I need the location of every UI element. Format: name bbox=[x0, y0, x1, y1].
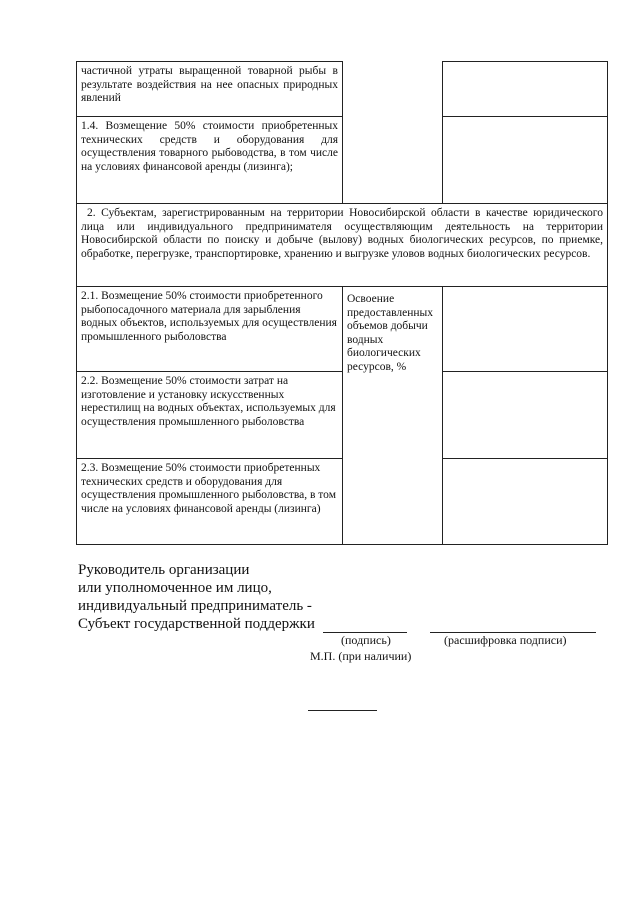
section-2-header: 2. Субъектам, зарегистрированным на территории Новосибирской области в качестве юридического лица или индивидуального предпринимателя осуществляющим деятельность на территории Новосибирской области по поиску и добыче (вылову) водных биологических ресурсов, по приемке, обработке, перегрузке, транспортировке, хранению и выгрузке уловов водных биологических ресурсов. bbox=[77, 204, 608, 287]
signature-role-label: Субъект государственной поддержки bbox=[78, 616, 315, 632]
signature-decode-field[interactable] bbox=[430, 618, 596, 633]
signature-caption: (подпись) bbox=[341, 633, 391, 647]
table-cell-value bbox=[443, 459, 608, 545]
indicator-cell: Освоение предоставленных объемов добычи водных биологических ресурсов, % bbox=[343, 287, 443, 545]
table-cell-value bbox=[443, 372, 608, 459]
table-cell-value bbox=[443, 117, 608, 204]
table-cell-indicator-empty bbox=[343, 117, 443, 204]
signature-line-3: индивидуальный предприниматель - bbox=[78, 598, 312, 614]
decode-caption: (расшифровка подписи) bbox=[444, 633, 567, 647]
table-cell-indicator-empty bbox=[343, 62, 443, 117]
signature-line-4 bbox=[78, 615, 618, 633]
stamp-caption: М.П. (при наличии) bbox=[310, 649, 412, 663]
bottom-separator bbox=[308, 710, 377, 711]
table-cell-value bbox=[443, 287, 608, 372]
table-cell-text: 2.3. Возмещение 50% стоимости приобретенных технических средств и оборудования для осуществления промышленного рыболовства, в том числе на условиях финансовой аренды (лизинга) bbox=[77, 459, 343, 545]
table-cell-text: 2.2. Возмещение 50% стоимости затрат на изготовление и установку искусственных нерестилищ на водных объектах, используемых для осуществления промышленного рыболовства bbox=[77, 372, 343, 459]
table-cell-text: частичной утраты выращенной товарной рыбы в результате воздействия на нее опасных природных явлений bbox=[77, 62, 343, 117]
signature-field[interactable] bbox=[323, 618, 407, 633]
signature-line-1: Руководитель организации bbox=[78, 562, 250, 578]
subsidy-table bbox=[76, 61, 608, 545]
table-cell-text: 2.1. Возмещение 50% стоимости приобретенного рыбопосадочного материала для зарыбления водных объектов, используемых для осуществления промышленного рыболовства bbox=[77, 287, 343, 372]
signature-line-2: или уполномоченное им лицо, bbox=[78, 580, 272, 596]
signature-block bbox=[78, 561, 618, 633]
table-cell-text: 1.4. Возмещение 50% стоимости приобретенных технических средств и оборудования для осуществления товарного рыбоводства, в том числе на условиях финансовой аренды (лизинга); bbox=[77, 117, 343, 204]
table-cell-value bbox=[443, 62, 608, 117]
